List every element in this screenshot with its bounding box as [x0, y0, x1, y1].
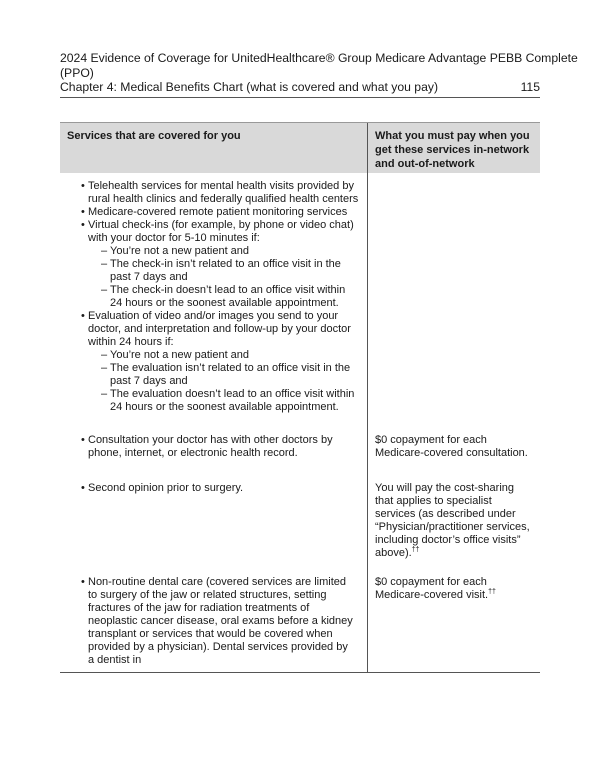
- table-body: [60, 173, 540, 435]
- table-row-telehealth: [60, 180, 367, 414]
- footnote-mark: ††: [411, 546, 420, 554]
- table-row-consultation: [60, 434, 540, 482]
- list-item: • Virtual check-ins (for example, by phone or video chat) with your doctor for 5-10 minutes if:: [60, 219, 367, 245]
- cost-cell-dental: $0 copayment for each Medicare-covered visit.††: [375, 576, 496, 601]
- sub-list-item: – The evaluation doesn’t lead to an office visit within 24 hours or the soonest available appointment.: [60, 388, 367, 414]
- page-header: [60, 51, 578, 95]
- footnote-mark: ††: [488, 588, 496, 596]
- benefits-table: [60, 122, 540, 435]
- sub-list-item: – The evaluation isn’t related to an office visit in the past 7 days and: [60, 362, 367, 388]
- list-item: • Evaluation of video and/or images you send to your doctor, and interpretation and follow-up by your doctor within 24 hours if:: [60, 310, 367, 349]
- header-divider: [60, 97, 540, 98]
- list-item: • Consultation your doctor has with other doctors by phone, internet, or electronic health record.: [60, 434, 367, 460]
- column-header-cost: What you must pay when you get these services in-network and out-of-network: [375, 130, 530, 170]
- sub-list-item: – The check-in doesn’t lead to an office visit within 24 hours or the soonest available appointment.: [60, 284, 367, 310]
- sub-list-item: – The check-in isn’t related to an office visit in the past 7 days and: [60, 258, 367, 284]
- table-rows-continued: [60, 434, 540, 673]
- services-column: [60, 173, 368, 435]
- list-item: • Second opinion prior to surgery.: [60, 482, 367, 495]
- list-item: • Non-routine dental care (covered services are limited to surgery of the jaw or related structures, setting fractures of the jaw for radiation treatments of neoplastic cancer disease, oral exams before a kidney transplant or services that would be covered when provided by a physician). Dental services provided by a dentist in: [60, 576, 361, 667]
- page-number: 115: [520, 80, 540, 94]
- sub-list-item: – You’re not a new patient and: [60, 349, 367, 362]
- cost-cell-consultation: $0 copayment for each Medicare-covered consultation.: [375, 434, 528, 459]
- sub-list-item: – You’re not a new patient and: [60, 245, 367, 258]
- list-item: • Medicare-covered remote patient monitoring services: [60, 206, 367, 219]
- cost-cell-second-opinion: You will pay the cost-sharing that applies to specialist services (as described under “Physician/practitioner services, including doctor’s office visits” above).††: [375, 482, 530, 559]
- header-plan-type: (PPO): [60, 65, 94, 80]
- table-row-second-opinion: [60, 482, 540, 576]
- table-row-dental: [60, 576, 540, 673]
- table-header: [60, 122, 540, 173]
- list-item: • Telehealth services for mental health visits provided by rural health clinics and federally qualified health centers: [60, 180, 367, 206]
- cost-column: [368, 173, 540, 435]
- column-header-services: Services that are covered for you: [60, 123, 368, 173]
- header-chapter-title: Chapter 4: Medical Benefits Chart (what is covered and what you pay): [60, 80, 439, 94]
- header-document-title: 2024 Evidence of Coverage for UnitedHealthcare® Group Medicare Advantage PEBB Complete: [60, 51, 578, 65]
